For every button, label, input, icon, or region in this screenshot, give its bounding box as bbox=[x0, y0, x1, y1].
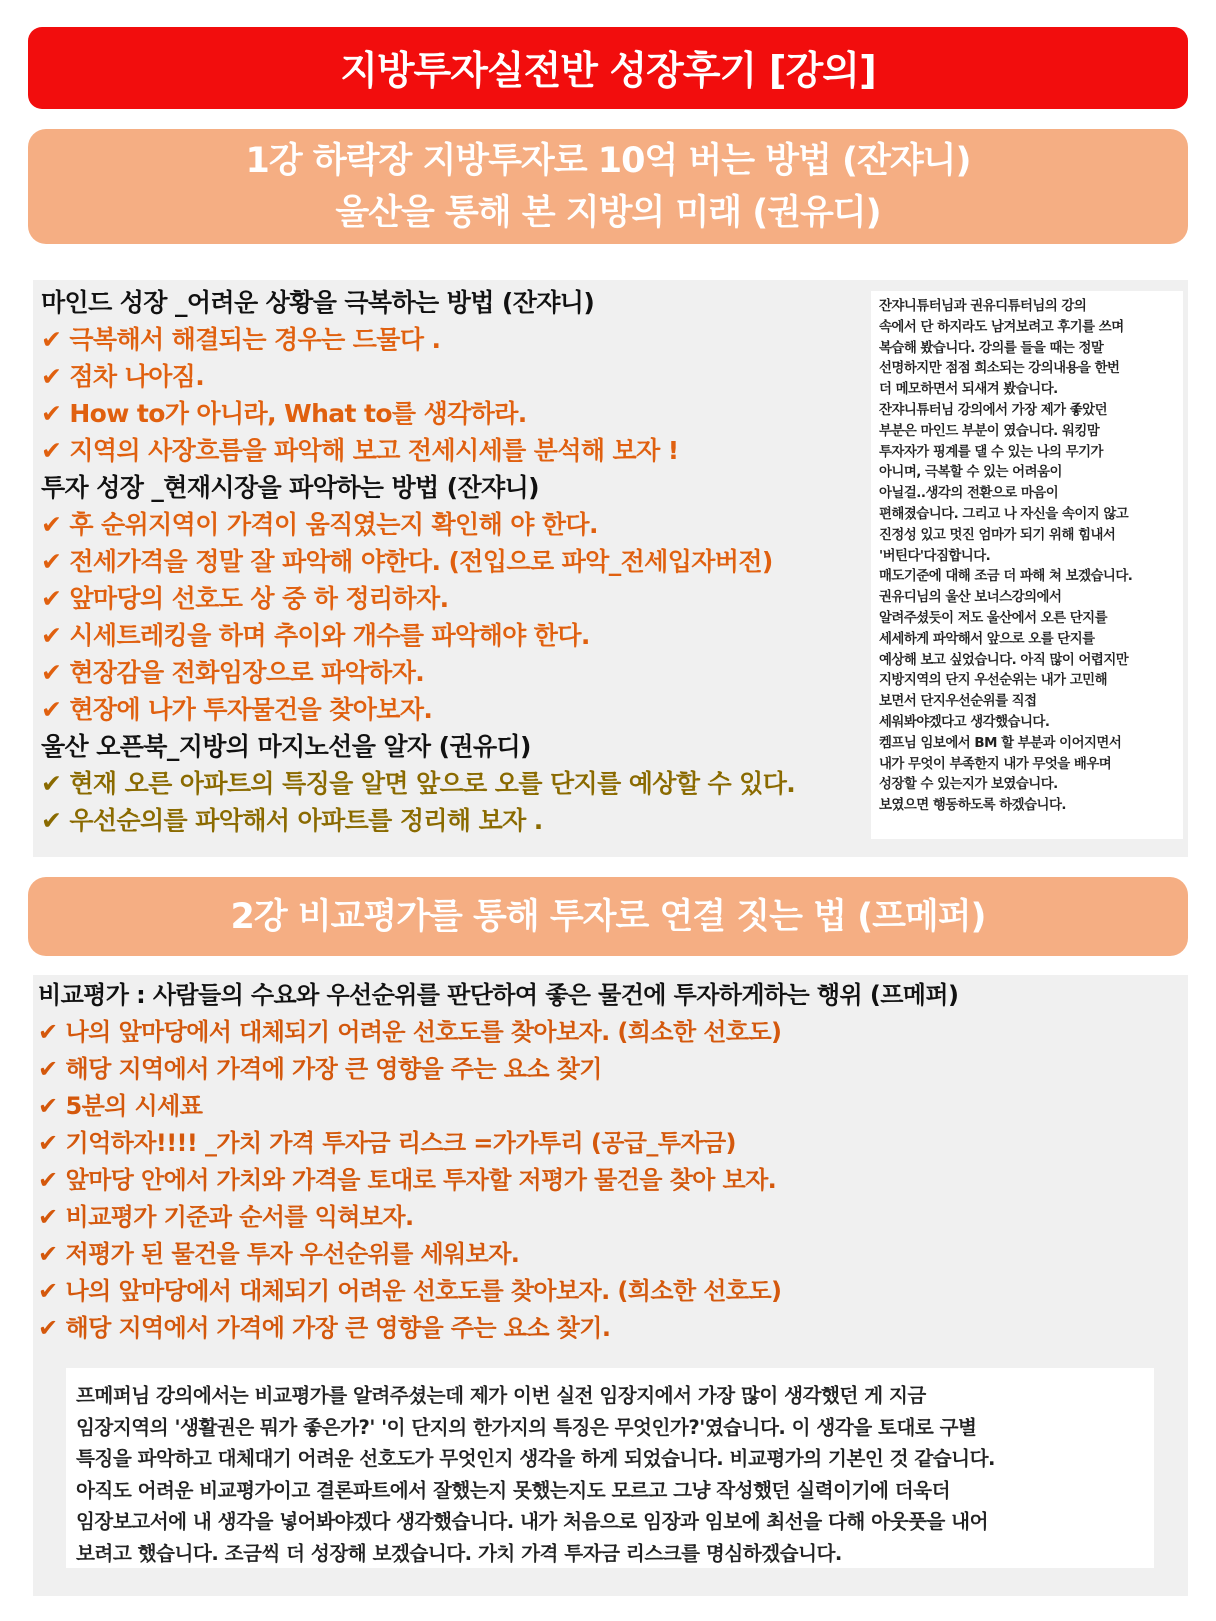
note-line: 내가 무엇이 부족한지 내가 무엇을 배우며 bbox=[879, 756, 1112, 772]
list-item-text: 앞마당의 선호도 상 중 하 정리하자. bbox=[69, 584, 449, 613]
list-item-text: 우선순의를 파악해서 아파트를 정리해 보자 . bbox=[69, 806, 543, 835]
note-line: 편해졌습니다. 그리고 나 자신을 속이지 않고 bbox=[879, 506, 1129, 522]
lecture2-banner bbox=[28, 877, 1188, 956]
lecture2-panel bbox=[33, 975, 1188, 1596]
section-heading-invest: 투자 성장 _현재시장을 파악하는 방법 (잔쟈니) bbox=[41, 473, 539, 502]
list-item bbox=[41, 654, 795, 691]
note-line: 투자자가 핑계를 댈 수 있는 나의 무기가 bbox=[879, 444, 1103, 460]
list-item-text: 현재 오른 아파트의 특징을 알면 앞으로 오를 단지를 예상할 수 있다. bbox=[69, 769, 796, 798]
checkmark-icon: ✔ bbox=[38, 1129, 58, 1157]
list-item-text: 전세가격을 정말 잘 파악해 야한다. (전입으로 파악_전세입자버전) bbox=[69, 547, 773, 576]
list-item bbox=[38, 1051, 958, 1088]
list-item-text: 현장에 나가 투자물건을 찾아보자. bbox=[69, 695, 433, 724]
lecture2-review-note bbox=[66, 1368, 1154, 1568]
checkmark-icon: ✔ bbox=[38, 1092, 58, 1120]
checkmark-icon: ✔ bbox=[38, 1240, 58, 1268]
list-item bbox=[38, 1162, 958, 1199]
checkmark-icon: ✔ bbox=[41, 399, 62, 428]
checkmark-icon: ✔ bbox=[38, 1277, 58, 1305]
list-item-text: 5분의 시세표 bbox=[65, 1092, 203, 1120]
section-list-mind bbox=[41, 321, 795, 469]
note-line: 권유디님의 울산 보너스강의에서 bbox=[879, 590, 1062, 606]
section-heading-compare: 비교평가 : 사람들의 수요와 우선순위를 판단하여 좋은 물건에 투자하게하는 행위 (프메퍼) bbox=[38, 981, 959, 1009]
lecture1-banner bbox=[28, 129, 1188, 244]
section-heading-mind: 마인드 성장 _어려운 상황을 극복하는 방법 (잔쟈니) bbox=[41, 288, 595, 317]
checkmark-icon: ✔ bbox=[41, 547, 62, 576]
note-line: 잔쟈니튜터님 강의에서 가장 제가 좋았던 bbox=[879, 402, 1108, 418]
checkmark-icon: ✔ bbox=[41, 769, 62, 798]
list-item bbox=[38, 1125, 958, 1162]
list-item bbox=[38, 1088, 958, 1125]
note-line: 아직도 어려운 비교평가이고 결론파트에서 잘했는지 못했는지도 모르고 그냥 작성했던 실력이기에 더욱더 bbox=[76, 1478, 951, 1502]
lecture1-panel bbox=[33, 280, 1188, 857]
list-item bbox=[41, 580, 795, 617]
note-line: 복습해 봤습니다. 강의를 들을 때는 정말 bbox=[879, 340, 1104, 356]
list-item-text: How to가 아니라, What to를 생각하라. bbox=[69, 399, 527, 428]
note-line: 임장보고서에 내 생각을 넣어봐야겠다 생각했습니다. 내가 처음으로 임장과 임보에 최선을 다해 아웃풋을 내어 bbox=[76, 1510, 989, 1533]
list-item-text: 시세트레킹을 하며 추이와 개수를 파악해야 한다. bbox=[69, 621, 590, 650]
list-item-text: 기억하자!!!! _가치 가격 투자금 리스크 =가가투리 (공급_투자금) bbox=[65, 1129, 736, 1157]
list-item-text: 나의 앞마당에서 대체되기 어려운 선호도를 찾아보자. (희소한 선호도) bbox=[65, 1018, 782, 1046]
lecture1-summary bbox=[41, 284, 795, 839]
checkmark-icon: ✔ bbox=[41, 436, 62, 465]
section-list-ulsan bbox=[41, 765, 795, 839]
note-line: 특징을 파악하고 대체대기 어려운 선호도가 무엇인지 생각을 하게 되었습니다. 비교평가의 기본인 것 같습니다. bbox=[76, 1447, 995, 1470]
note-line: 선명하지만 점점 희소되는 강의내용을 한번 bbox=[879, 361, 1120, 377]
note-line: 아니며, 극복할 수 있는 어려움이 bbox=[879, 465, 1062, 481]
list-item-text: 저평가 된 물건을 투자 우선순위를 세워보자. bbox=[65, 1240, 520, 1268]
checkmark-icon: ✔ bbox=[41, 806, 62, 835]
list-item bbox=[38, 1273, 958, 1310]
list-item-text: 현장감을 전화임장으로 파악하자. bbox=[69, 658, 425, 687]
list-item bbox=[38, 1236, 958, 1273]
lecture1-title: 1강 하락장 지방투자로 10억 버는 방법 (잔쟈니) bbox=[245, 140, 971, 181]
note-line: 보였으면 행동하도록 하겠습니다. bbox=[879, 798, 1067, 814]
checkmark-icon: ✔ bbox=[41, 510, 62, 539]
note-line: 보려고 했습니다. 조금씩 더 성장해 보겠습니다. 가치 가격 투자금 리스크를 명심하겠습니다. bbox=[76, 1541, 842, 1565]
note-line: 보면서 단지우선순위를 직접 bbox=[879, 694, 1037, 710]
list-item-text: 해당 지역에서 가격에 가장 큰 영향을 주는 요소 찾기 bbox=[65, 1055, 602, 1083]
list-item-text: 후 순위지역이 가격이 움직였는지 확인해 야 한다. bbox=[69, 510, 598, 539]
note-line: 임장지역의 '생활권은 뭐가 좋은가?' '이 단지의 한가지의 특징은 무엇인가?'였습니다. 이 생각을 토대로 구별 bbox=[76, 1415, 977, 1439]
checkmark-icon: ✔ bbox=[41, 621, 62, 650]
list-item bbox=[38, 1199, 958, 1236]
list-item bbox=[41, 395, 795, 432]
note-line: 켐프님 임보에서 BM 할 부분과 이어지면서 bbox=[879, 735, 1122, 751]
list-item bbox=[41, 691, 795, 728]
checkmark-icon: ✔ bbox=[41, 695, 62, 724]
note-line: 성장할 수 있는지가 보였습니다. bbox=[879, 777, 1058, 793]
note-line: 매도기준에 대해 조금 더 파해 쳐 보겠습니다. bbox=[879, 569, 1133, 585]
section-list-invest bbox=[41, 506, 795, 728]
section-heading-ulsan: 울산 오픈북_지방의 마지노선을 알자 (권유디) bbox=[41, 732, 531, 761]
checkmark-icon: ✔ bbox=[38, 1055, 58, 1083]
checkmark-icon: ✔ bbox=[41, 584, 62, 613]
list-item bbox=[41, 802, 795, 839]
list-item bbox=[41, 765, 795, 802]
lecture2-summary bbox=[38, 977, 958, 1347]
page-title: 지방투자실전반 성장후기 [강의] bbox=[28, 27, 1188, 109]
checkmark-icon: ✔ bbox=[38, 1018, 58, 1046]
note-line: 알려주셨듯이 저도 울산에서 오른 단지를 bbox=[879, 610, 1108, 626]
note-line: 지방지역의 단지 우선순위는 내가 고민해 bbox=[879, 673, 1108, 689]
note-line: 아닐걸..생각의 전환으로 마음이 bbox=[879, 486, 1059, 502]
note-line: 잔쟈니튜터님과 권유디튜터님의 강의 bbox=[879, 299, 1087, 314]
note-line: '버틴다'다짐합니다. bbox=[879, 548, 991, 564]
list-item bbox=[38, 1014, 958, 1051]
list-item-text: 지역의 사장흐름을 파악해 보고 전세시세를 분석해 보자 ! bbox=[69, 436, 679, 465]
note-line: 프메퍼님 강의에서는 비교평가를 알려주셨는데 제가 이번 실전 임장지에서 가장 많이 생각했던 게 지금 bbox=[76, 1384, 926, 1407]
list-item-text: 앞마당 안에서 가치와 가격을 토대로 투자할 저평가 물건을 찾아 보자. bbox=[65, 1166, 777, 1194]
lecture1-review-note bbox=[871, 291, 1183, 839]
section-list-compare bbox=[38, 1014, 958, 1347]
list-item bbox=[41, 506, 795, 543]
checkmark-icon: ✔ bbox=[38, 1166, 58, 1194]
list-item bbox=[41, 543, 795, 580]
list-item bbox=[41, 432, 795, 469]
note-line: 세세하게 파악해서 앞으로 오를 단지를 bbox=[879, 631, 1095, 647]
note-line: 예상해 보고 싶었습니다. 아직 많이 어렵지만 bbox=[879, 652, 1129, 668]
list-item-text: 극복해서 해결되는 경우는 드물다 . bbox=[69, 325, 441, 354]
note-line: 부분은 마인드 부분이 였습니다. 워킹맘 bbox=[879, 423, 1100, 439]
note-line: 더 메모하면서 되새겨 봤습니다. bbox=[879, 382, 1058, 398]
checkmark-icon: ✔ bbox=[41, 658, 62, 687]
list-item-text: 해당 지역에서 가격에 가장 큰 영향을 주는 요소 찾기. bbox=[65, 1314, 611, 1342]
note-line: 진정성 있고 멋진 엄마가 되기 위해 힘내서 bbox=[879, 527, 1116, 543]
list-item bbox=[38, 1310, 958, 1347]
list-item-text: 점차 나아짐. bbox=[69, 362, 205, 391]
list-item bbox=[41, 358, 795, 395]
checkmark-icon: ✔ bbox=[38, 1203, 58, 1231]
list-item-text: 비교평가 기준과 순서를 익혀보자. bbox=[65, 1203, 414, 1231]
checkmark-icon: ✔ bbox=[41, 362, 62, 391]
list-item bbox=[41, 617, 795, 654]
list-item-text: 나의 앞마당에서 대체되기 어려운 선호도를 찾아보자. (희소한 선호도) bbox=[65, 1277, 782, 1305]
checkmark-icon: ✔ bbox=[38, 1314, 58, 1342]
lecture2-title: 2강 비교평가를 통해 투자로 연결 짓는 법 (프메퍼) bbox=[230, 896, 986, 937]
note-line: 속에서 단 하지라도 남겨보려고 후기를 쓰며 bbox=[879, 319, 1124, 335]
review-note-text bbox=[879, 297, 1175, 817]
review-note-text bbox=[76, 1380, 1144, 1569]
checkmark-icon: ✔ bbox=[41, 325, 62, 354]
note-line: 세워봐야겠다고 생각했습니다. bbox=[879, 714, 1050, 730]
list-item bbox=[41, 321, 795, 358]
lecture1-subtitle: 울산을 통해 본 지방의 미래 (권유디) bbox=[335, 192, 881, 233]
